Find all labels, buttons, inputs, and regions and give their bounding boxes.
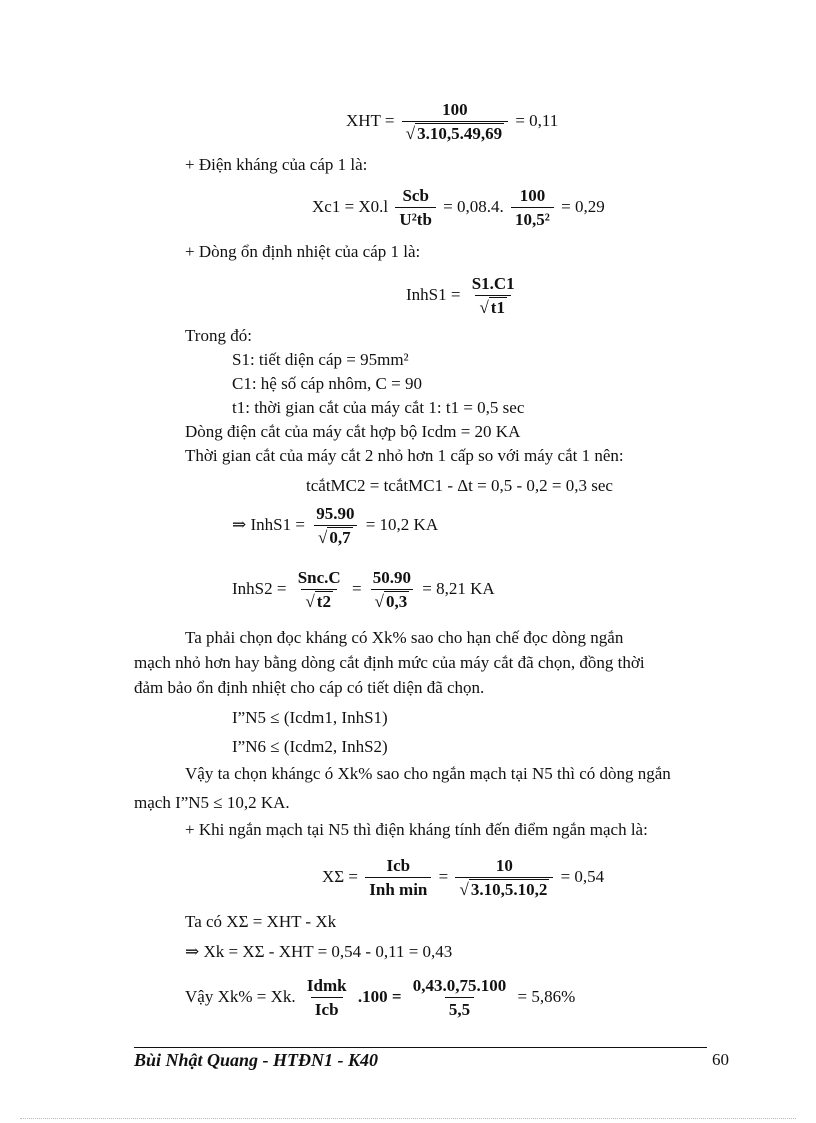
inhs1-radicand: t1	[490, 298, 505, 317]
trong-do: Trong đó:	[185, 326, 252, 345]
xkp-den2: 5,5	[445, 997, 474, 1020]
xsum-den1: Inh min	[365, 877, 431, 900]
inhs1-lhs: InhS1 =	[406, 284, 461, 304]
inhs2-den2	[371, 589, 414, 612]
page-number: 60	[712, 1050, 729, 1069]
inhs1-calc-rhs: = 10,2 KA	[365, 514, 439, 534]
xsum-eq: =	[438, 866, 449, 886]
para2-line2: mạch I”N5 ≤ 10,2 KA.	[134, 793, 290, 812]
para1-line3: đảm bảo ổn định nhiệt cho cáp có tiết diện đã chọn.	[134, 678, 485, 697]
para1-line1: Ta phải chọn đọc kháng có Xk% sao cho hạn chế đọc dòng ngắn	[185, 628, 624, 647]
inhs2-rhs: = 8,21 KA	[422, 578, 495, 598]
formula-inhs1-calc	[232, 504, 438, 548]
para2-line1: Vậy ta chọn khángc ó Xk% sao cho ngắn mạch tại N5 thì có dòng ngắn	[185, 764, 671, 783]
inhs1-calc-num: 95.90	[316, 504, 355, 523]
formula-xht	[346, 100, 558, 144]
xc1-num2: 100	[519, 186, 546, 205]
xc1-den2: 10,5²	[511, 207, 554, 230]
para1-line2: mạch nhỏ hơn hay bằng dòng cắt định mức của máy cắt đã chọn, đồng thời	[134, 653, 645, 672]
inhs2-num2: 50.90	[372, 568, 412, 587]
xsum-fraction-2	[455, 856, 553, 900]
inhs1-den	[475, 295, 511, 318]
inhs1-fraction	[468, 274, 519, 318]
sqrt-sign: √ 0,7	[318, 528, 351, 547]
xsum-lhs: XΣ =	[322, 866, 359, 886]
sqrt-sign: √ t2	[305, 592, 331, 611]
inhs2-num1: Snc.C	[297, 568, 341, 587]
xsum-fraction-1	[365, 856, 431, 900]
xht-denominator	[402, 121, 508, 144]
condition-2: I”N6 ≤ (Icdm2, InhS2)	[232, 737, 388, 756]
xht-numerator: 100	[442, 100, 468, 119]
xc1-den1: U²tb	[395, 207, 436, 230]
footer-author: Bùi Nhật Quang - HTĐN1 - K40	[134, 1050, 379, 1070]
sqrt-sign: √ 0,3	[374, 592, 408, 611]
inhs1-calc-fraction	[312, 504, 358, 548]
thermal-heading: + Dòng ổn định nhiệt của cáp 1 là:	[185, 242, 421, 261]
xk-line: ⇒ Xk = XΣ - XHT = 0,54 - 0,11 = 0,43	[185, 942, 453, 961]
formula-xc1	[312, 186, 605, 230]
xc1-num1: Scb	[402, 186, 429, 205]
tcat-line: tcắtMC2 = tcắtMC1 - Δt = 0,5 - 0,2 = 0,3 sec	[306, 476, 613, 495]
xsum-num1: Icb	[386, 856, 411, 875]
xsum-num2: 10	[495, 856, 513, 875]
xkp-num1: Idmk	[306, 976, 347, 995]
footer-divider	[134, 1047, 707, 1048]
xht-fraction	[402, 100, 508, 144]
c1-definition: C1: hệ số cáp nhôm, C = 90	[232, 374, 422, 393]
inhs1-calc-lhs: ⇒ InhS1 =	[232, 514, 305, 534]
xc1-fraction-2	[511, 186, 554, 230]
xkp-num2: 0,43.0,75.100	[412, 976, 507, 995]
condition-1: I”N5 ≤ (Icdm1, InhS1)	[232, 708, 388, 727]
xht-radicand: 3.10,5.49,69	[417, 124, 503, 143]
s1-definition: S1: tiết diện cáp = 95mm²	[232, 350, 409, 369]
formula-xk-percent	[185, 976, 575, 1020]
inhs2-radicand-2: 0,3	[385, 592, 408, 611]
xht-lhs: XHT =	[346, 110, 395, 130]
xkp-mid: .100 =	[357, 986, 402, 1006]
xsum-den2	[455, 877, 553, 900]
formula-inhs2	[232, 568, 495, 612]
xc1-rhs: = 0,29	[561, 196, 605, 216]
inhs2-radicand-1: t2	[316, 592, 331, 611]
time-line: Thời gian cắt của máy cắt 2 nhỏ hơn 1 cấp so với máy cắt 1 nên:	[185, 446, 624, 465]
xkp-rhs: = 5,86%	[517, 986, 576, 1006]
sqrt-sign: √ t1	[479, 298, 505, 317]
xkp-fraction-1	[303, 976, 351, 1020]
xkp-fraction-2	[409, 976, 511, 1020]
xkp-lhs: Vậy Xk% = Xk.	[185, 986, 296, 1006]
inhs2-den1	[301, 589, 337, 612]
inhs1-calc-radicand: 0,7	[329, 528, 351, 547]
inhs2-fraction-1	[294, 568, 345, 612]
xsum-radicand: 3.10,5.10,2	[470, 880, 548, 899]
xc1-fraction-1	[395, 186, 436, 230]
inhs2-fraction-2	[369, 568, 415, 612]
sqrt-sign: √ 3.10,5.49,69	[405, 124, 503, 143]
t1-definition: t1: thời gian cắt của máy cắt 1: t1 = 0,5 sec	[232, 398, 525, 417]
taco-line: Ta có XΣ = XHT - Xk	[185, 912, 337, 931]
xkp-den1: Icb	[311, 997, 343, 1020]
formula-xsum	[322, 856, 604, 900]
inhs2-lhs: InhS2 =	[232, 578, 287, 598]
inhs2-eq: =	[351, 578, 362, 598]
xsum-rhs: = 0,54	[560, 866, 605, 886]
inhs1-num: S1.C1	[471, 274, 515, 293]
xht-rhs: = 0,11	[515, 110, 559, 130]
sqrt-sign: √ 3.10,5.10,2	[459, 880, 548, 899]
formula-inhs1	[406, 274, 522, 318]
page-edge-divider	[20, 1118, 796, 1119]
cap1-heading: + Điện kháng của cáp 1 là:	[185, 155, 368, 174]
xc1-lhs: Xc1 = X0.l	[312, 196, 389, 216]
inhs1-calc-den	[314, 525, 357, 548]
n5-heading: + Khi ngắn mạch tại N5 thì điện kháng tính đến điểm ngắn mạch là:	[185, 820, 648, 839]
icdm-line: Dòng điện cắt của máy cắt hợp bộ Icdm = 20 KA	[185, 422, 521, 441]
xc1-mid: = 0,08.4.	[443, 196, 504, 216]
